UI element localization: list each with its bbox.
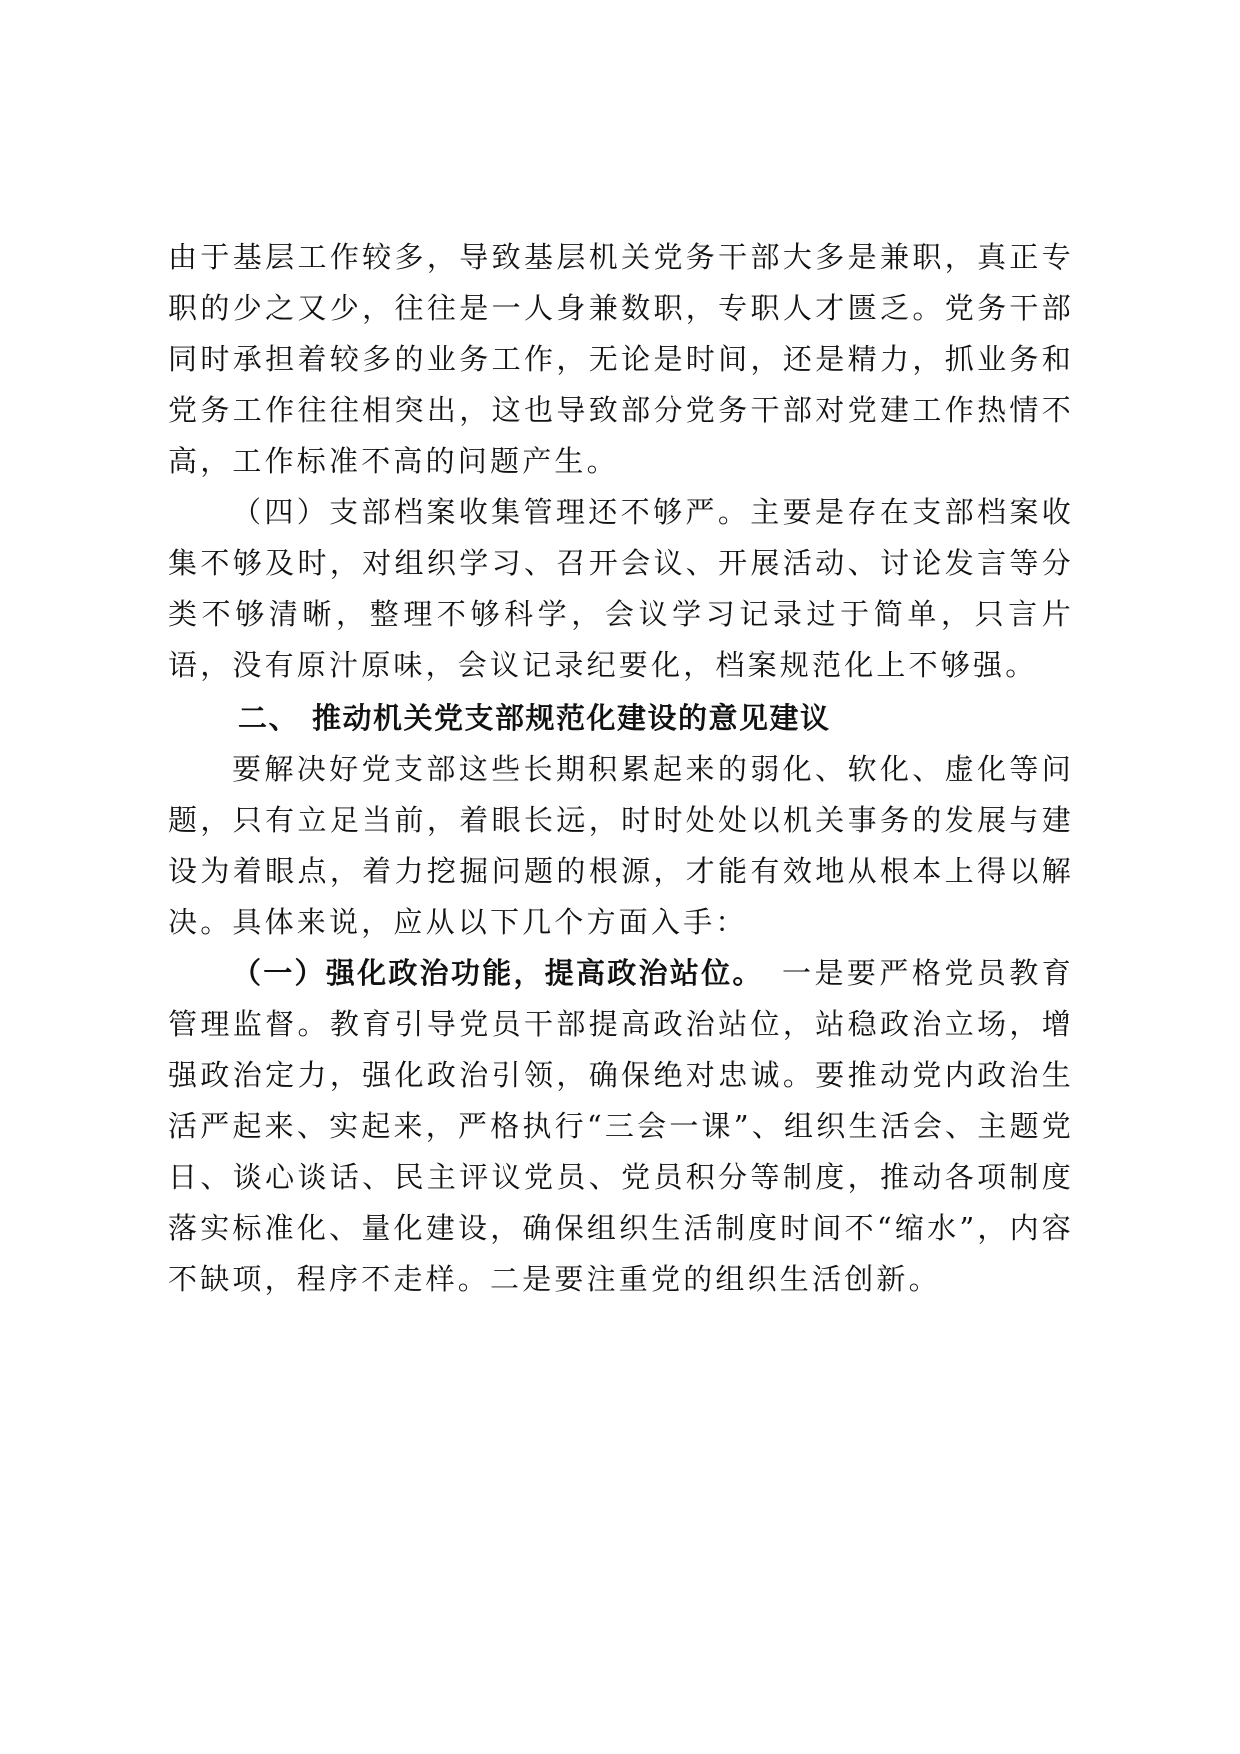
paragraph-introduction: 要解决好党支部这些长期积累起来的弱化、软化、虚化等问题，只有立足当前，着眼长远，时时处处以机关事务的发展与建设为着眼点，着力挖掘问题的根源，才能有效地从根本上得以解决。具体来说，应从以下几个方面入手： — [168, 752, 1074, 939]
paragraph-staffing-issue: 由于基层工作较多，导致基层机关党务干部大多是兼职，真正专职的少之又少，往往是一人身兼数职，专职人才匮乏。党务干部同时承担着较多的业务工作，无论是时间，还是精力，抓业务和党务工作往往相突出，这也导致部分党务干部对党建工作热情不高，工作标准不高的问题产生。 — [168, 240, 1074, 478]
document-body — [168, 232, 1074, 1305]
section-title: 推动机关党支部规范化建设的意见建议 — [312, 701, 831, 735]
section-number: 二、 — [238, 701, 300, 735]
paragraph-lead-heading: （一）强化政治功能，提高政治站位。 — [232, 956, 764, 990]
paragraph-body-text: 一是要严格党员教育管理监督。教育引导党员干部提高政治站位，站稳政治立场，增强政治定力，强化政治引领，确保绝对忠诚。要推动党内政治生活严起来、实起来，严格执行“三会一课”、组织生活会、主题党日、谈心谈话、民主评议党员、党员积分等制度，推动各项制度落实标准化、量化建设，确保组织生活制度时间不“缩水”，内容不缺项，程序不走样。二是要注重党的组织生活创新。 — [168, 956, 1074, 1296]
paragraph-archive-management: （四）支部档案收集管理还不够严。主要是存在支部档案收集不够及时，对组织学习、召开会议、开展活动、讨论发言等分类不够清晰，整理不够科学，会议学习记录过于简单，只言片语，没有原汁原味，会议记录纪要化，档案规范化上不够强。 — [168, 495, 1074, 682]
section-heading — [168, 693, 1074, 744]
paragraph-political-function — [168, 948, 1074, 1305]
